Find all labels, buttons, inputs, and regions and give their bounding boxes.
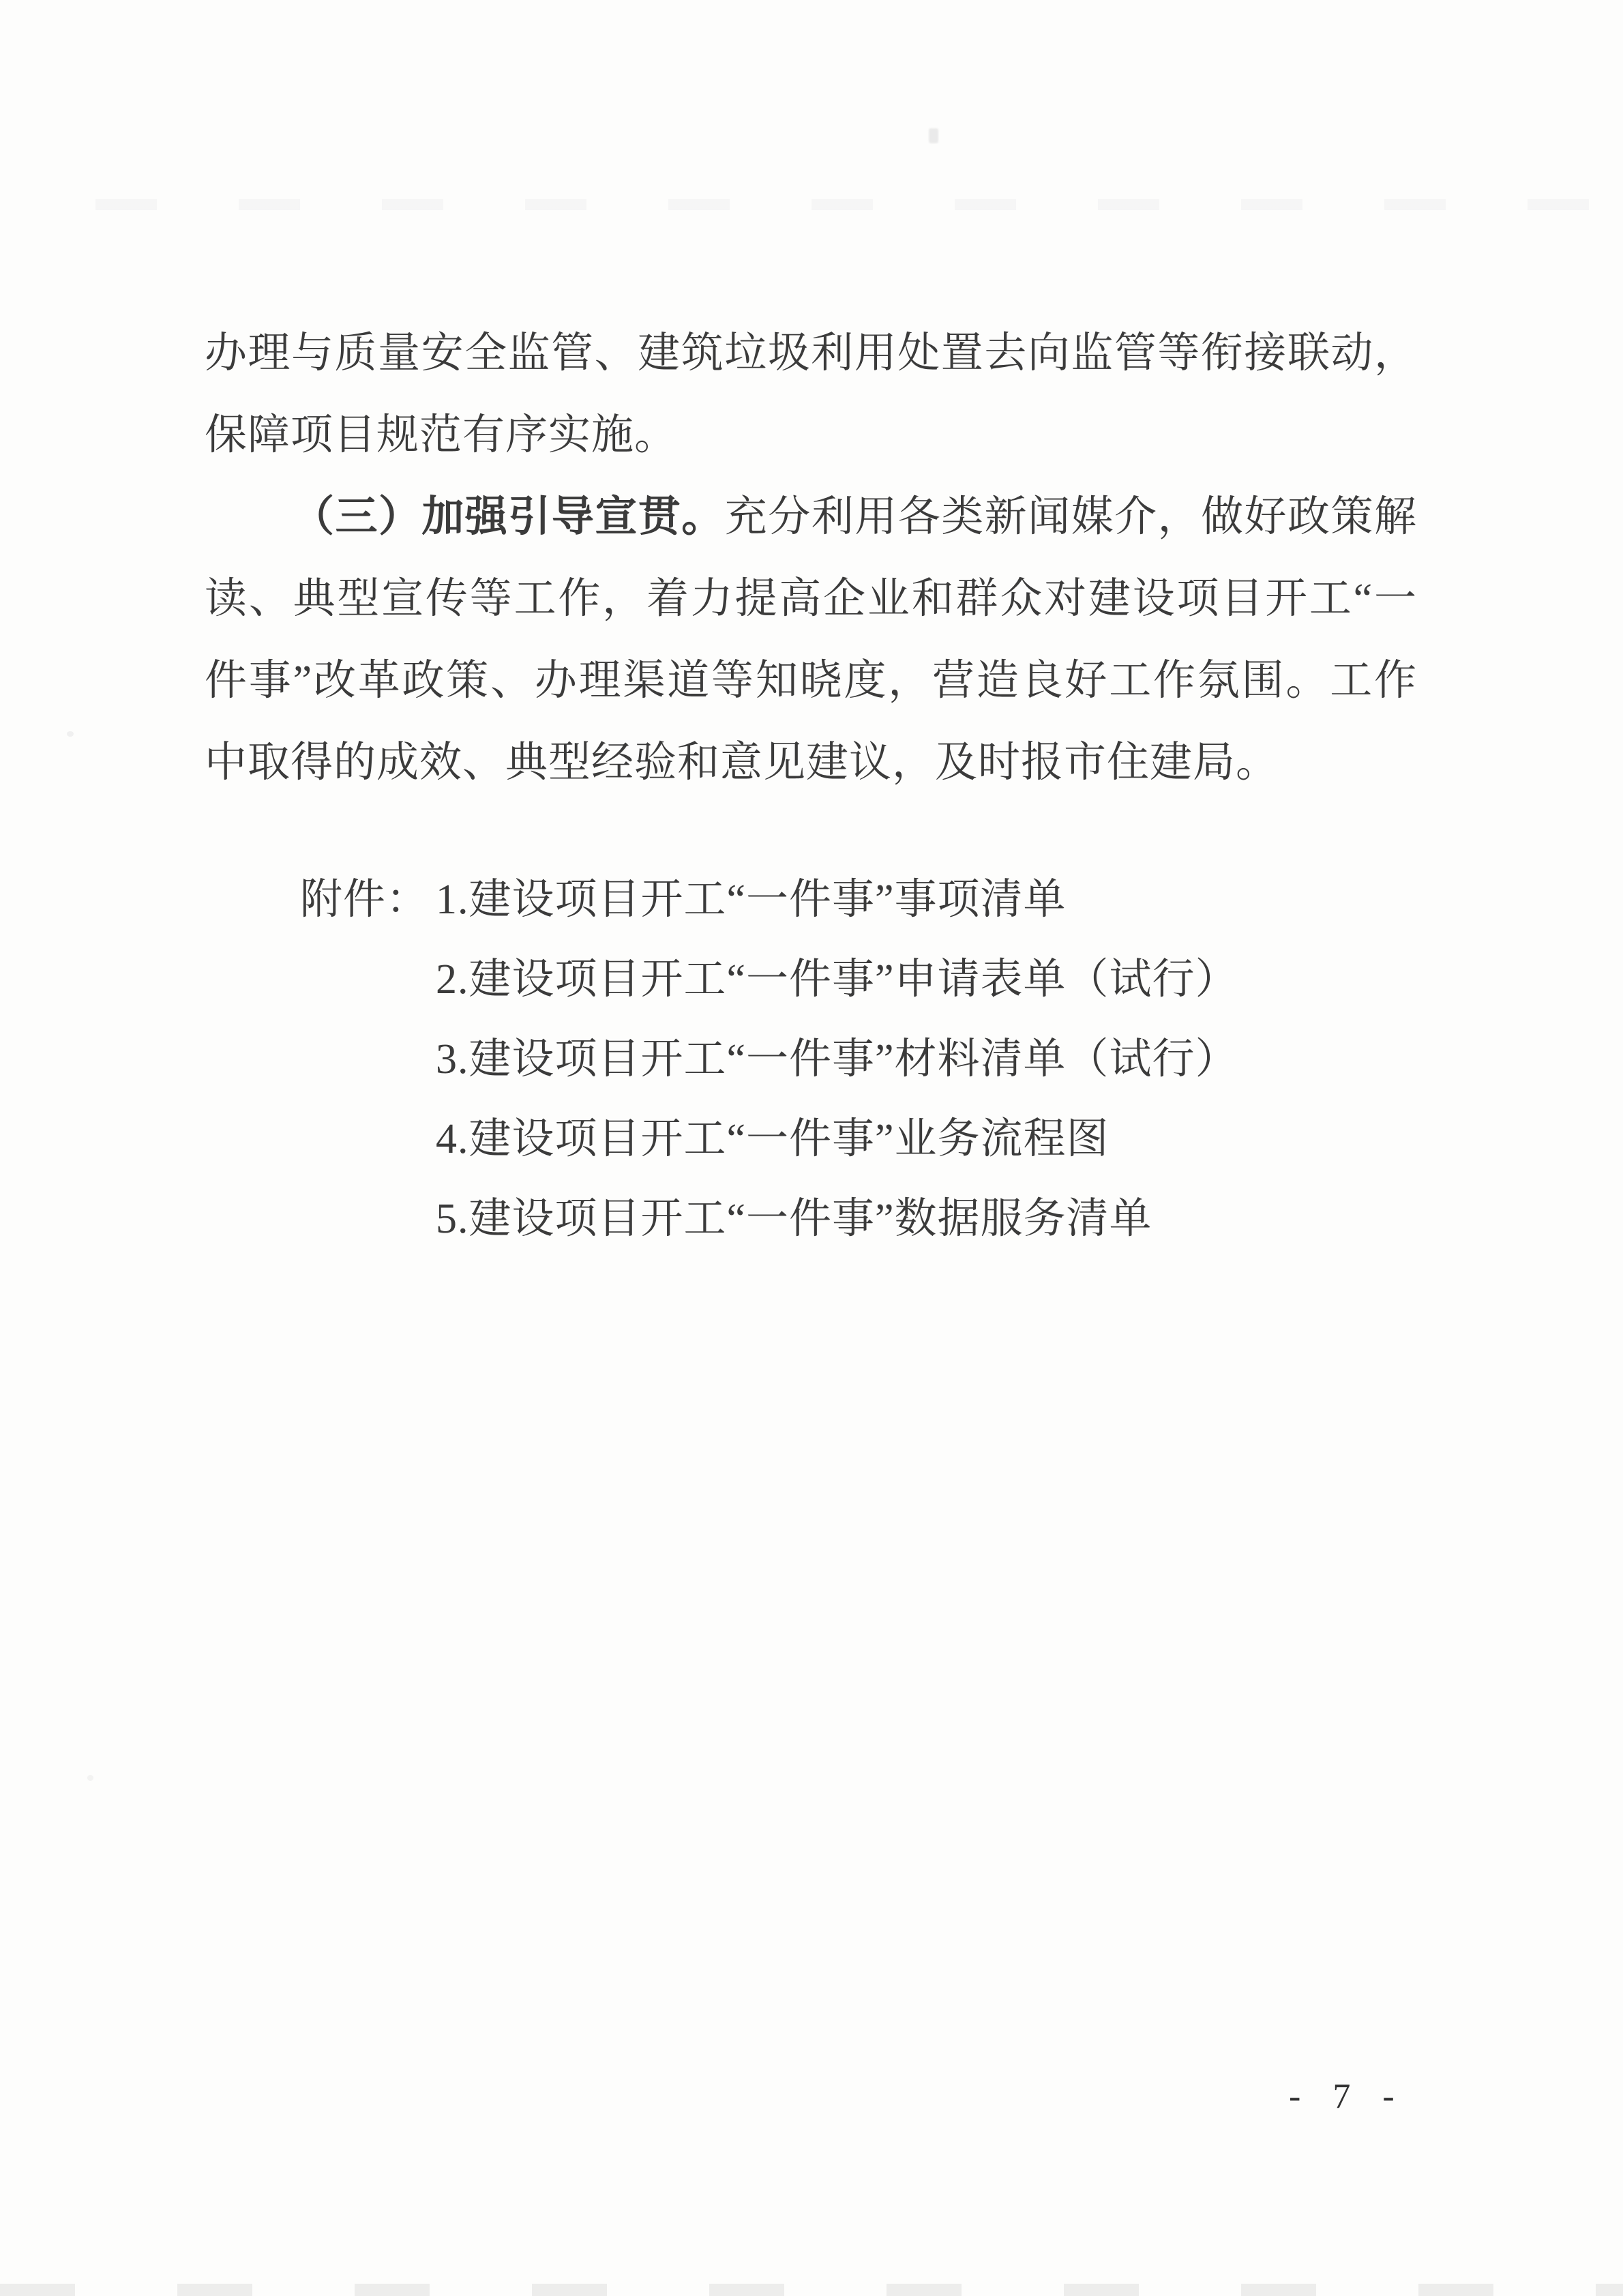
page-number: - 7 - (1289, 2077, 1403, 2116)
scan-artifact-bottom-band (0, 2284, 1623, 2296)
section-3-heading: （三）加强引导宣贯。 (292, 494, 725, 540)
attachments-label: 附件： (300, 877, 430, 923)
scan-artifact-speck (87, 1775, 93, 1781)
section-3-body: 充分利用各类新闻媒介，做好政策解读、典型宣传等工作，着力提高企业和群众对建设项目开工“一件事”改革政策、办理渠道等知晓度，营造良好工作氛围。工作中取得的成效、典型经验和意见建议，及时报市住建局。 (205, 494, 1417, 786)
scan-artifact-speck (67, 731, 74, 737)
scan-artifact-top-band (95, 199, 1623, 210)
attachments-block (300, 860, 1238, 1259)
attachment-item-3: 3.建设项目开工“一件事”材料清单（试行） (436, 1036, 1238, 1083)
paragraph-continuation: 办理与质量安全监管、建筑垃圾利用处置去向监管等衔接联动，保障项目规范有序实施。 (205, 330, 1417, 458)
scan-artifact-speck (929, 128, 938, 143)
attachment-item-1: 1.建设项目开工“一件事”事项清单 (436, 877, 1067, 923)
paragraph-section-3 (205, 476, 1417, 804)
attachments-list (436, 860, 1238, 1259)
attachment-item-2: 2.建设项目开工“一件事”申请表单（试行） (436, 956, 1238, 1003)
attachment-item-4: 4.建设项目开工“一件事”业务流程图 (436, 1116, 1110, 1162)
attachment-item-5: 5.建设项目开工“一件事”数据服务清单 (436, 1196, 1152, 1242)
